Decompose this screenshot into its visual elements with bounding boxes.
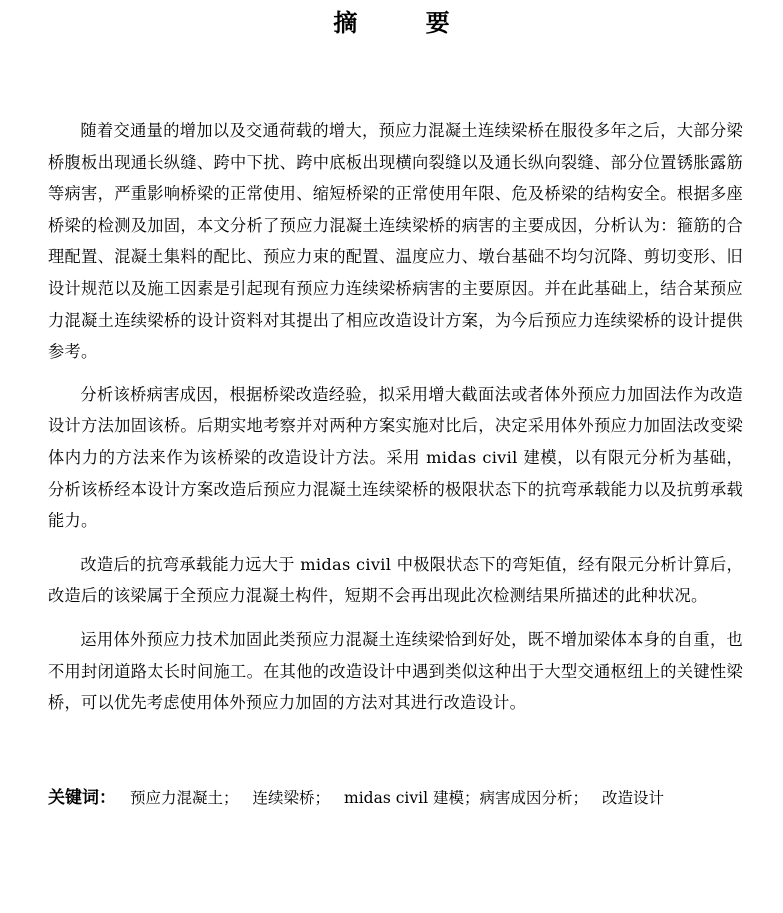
abstract-paragraph-1: 随着交通量的增加以及交通荷载的增大，预应力混凝土连续梁桥在服役多年之后，大部分梁桥腹板出现通长纵缝、跨中下扰、跨中底板出现横向裂缝以及通长纵向裂缝、部分位置锈胀露筋等病害，严重影响桥梁的正常使用、缩短桥梁的正常使用年限、危及桥梁的结构安全。根据多座桥梁的检测及加固，本文分析了预应力混凝土连续梁桥的病害的主要成因，分析认为：箍筋的合理配置、混凝土集料的配比、预应力束的配置、温度应力、墩台基础不均匀沉降、剪切变形、旧设计规范以及施工因素是引起现有预应力连续梁桥病害的主要原因。并在此基础上，结合某预应力混凝土连续梁桥的设计资料对其提出了相应改造设计方案，为今后预应力连续梁桥的设计提供参考。 [48, 121, 743, 362]
abstract-title: 摘 要 [333, 9, 480, 37]
keyword-2: 连续梁桥； [252, 789, 331, 807]
keyword-4: 改造设计 [601, 789, 664, 807]
abstract-paragraph-3: 改造后的抗弯承载能力远大于 midas civil 中极限状态下的弯矩值，经有限元分析计算后，改造后的该梁属于全预应力混凝土构件，短期不会再出现此次检测结果所描述的此种状况。 [48, 554, 743, 606]
keyword-1: 预应力混凝土； [130, 789, 239, 807]
abstract-paragraph-4: 运用体外预应力技术加固此类预应力混凝土连续梁恰到好处，既不增加梁体本身的自重，也不用封闭道路太长时间施工。在其他的改造设计中遇到类似这种出于大型交通枢纽上的关键性梁桥，可以优先考虑使用体外预应力加固的方法对其进行改造设计。 [48, 629, 743, 713]
abstract-body [48, 115, 743, 730]
keyword-3: midas civil 建模；病害成因分析； [344, 789, 588, 807]
abstract-paragraph-2: 分析该桥病害成因，根据桥梁改造经验，拟采用增大截面法或者体外预应力加固法作为改造设计方法加固该桥。后期实地考察并对两种方案实施对比后，决定采用体外预应力加固法改变梁体内力的方法来作为该桥梁的改造设计方法。采用 midas civil 建模，以有限元分析为基础，分析该桥经本设计方案改造后预应力混凝土连续梁桥的极限状态下的抗弯承载能力以及抗剪承载能力。 [48, 384, 743, 531]
keywords-line [48, 782, 748, 814]
keywords-label: 关键词： [48, 788, 116, 808]
